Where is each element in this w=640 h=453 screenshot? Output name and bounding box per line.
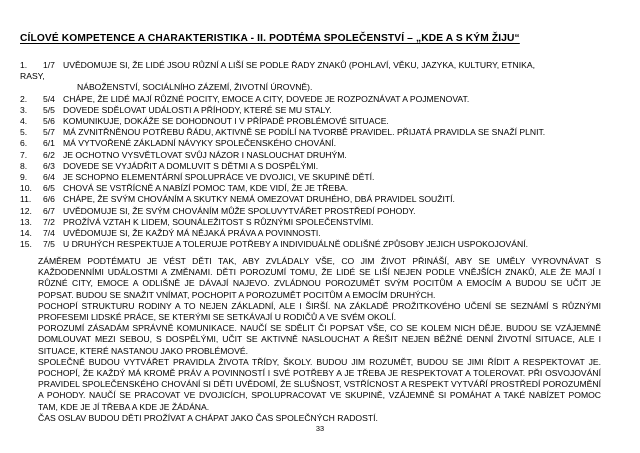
list-item-number: 1.: [20, 60, 28, 70]
page-number: 33: [315, 424, 325, 433]
list-item-code: 5/6: [43, 116, 55, 127]
list-item-text: DOVEDE SDĚLOVAT UDÁLOSTI A PŘÍHODY, KTERÉ SE MU STALY.: [63, 104, 332, 115]
list-item-number: 14.: [20, 228, 32, 239]
list-item-text: KOMUNIKUJE, DOKÁŽE SE DOHODNOUT I V PŘÍPADĚ PROBLÉMOVÉ SITUACE.: [63, 116, 389, 127]
body-paragraph: ČAS OSLAV BUDOU DĚTI PROŽÍVAT A CHÁPAT JAKO ČAS SPOLEČNÝCH RADOSTÍ.: [38, 412, 378, 423]
list-item: [20, 172, 605, 183]
list-item-code: 7/2: [43, 216, 55, 227]
list-item: [20, 60, 605, 94]
list-item: [20, 161, 605, 172]
list-item-continuation-indented: NÁBOŽENSTVÍ, SOCIÁLNÍHO ZÁZEMÍ, ŽIVOTNÍ ÚROVNĚ).: [77, 82, 313, 93]
list-item: [20, 239, 605, 250]
list-item-code: 5/5: [43, 104, 55, 115]
list-item-number: 10.: [20, 183, 32, 194]
list-item-code: 6/7: [43, 205, 55, 216]
list-item-text: JE OCHOTNO VYSVĚTLOVAT SVŮJ NÁZOR I NASLOUCHAT DRUHÝM.: [63, 149, 347, 160]
body-paragraph: POROZUMÍ ZÁSADÁM SPRÁVNĚ KOMUNIKACE. NAUČÍ SE SDĚLIT ČI POPSAT VŠE, CO SE KOLEM NICH DĚJE. BUDOU SE VZÁJEMNĚ DOMLOUVAT MEZI SEBOU, S DOSPĚLÝMI, UČIT SE AKTIVNĚ NASLOUCHAT A ŘEŠIT NEJEN BĚŽNÉ DENNÍ ŽIVOTNÍ SITUACE, ALE I SITUACE, KTERÉ NASTANOU JAKO PROBLÉMOVÉ.: [38, 323, 601, 356]
list-item: [20, 138, 605, 149]
body-text: [38, 256, 601, 424]
list-item-text: PROŽÍVÁ VZTAH K LIDEM, SOUNÁLEŽITOST S RŮZNÝMI SPOLEČENSTVÍMI.: [63, 216, 374, 227]
list-item: [20, 228, 605, 239]
list-item-number: 8.: [20, 160, 28, 171]
list-item-number: 2.: [20, 93, 28, 104]
body-paragraph: ZÁMĚREM PODTÉMATU JE VÉST DĚTI TAK, ABY ZVLÁDALY VŠE, CO JIM ŽIVOT PŘINÁŠÍ, ABY SE UMĚLY VYROVNÁVAT S KAŽDODENNÍMI UDÁLOSTMI A ZMĚNAMI. DĚTI POROZUMÍ TOMU, ŽE LIDÉ SE LIŠÍ NEJEN PODLE VNĚJŠÍCH ZNAKŮ, ALE ŽE MAJÍ I RŮZNÉ CITY, EMOCE A ODLIŠNĚ JE DÁVAJÍ NAJEVO. ZVLÁDNOU POROZUMĚT SVÝM POCITŮM A EMOCÍM A BUDOU SE UČIT JE POPSAT. BUDOU SE SNAŽIT VNÍMAT, POCHOPIT A POROZUMĚT POCITŮM A EMOCÍM DRUHÝCH.: [38, 256, 601, 300]
list-item-text: MÁ ZVNITŘNĚNOU POTŘEBU ŘÁDU, AKTIVNĚ SE PODÍLÍ NA TVORBĚ PRAVIDEL. PŘIJATÁ PRAVIDLA SE SNAŽÍ PLNIT.: [63, 127, 546, 138]
list-item: [20, 94, 605, 105]
list-item-number: 4.: [20, 116, 28, 127]
list-item: [20, 183, 605, 194]
list-item: [20, 206, 605, 217]
list-item-number: 13.: [20, 216, 32, 227]
list-item-continuation: RASY,: [20, 71, 45, 82]
list-item-text: U DRUHÝCH RESPEKTUJE A TOLERUJE POTŘEBY A INDIVIDUÁLNĚ ODLIŠNÉ ZPŮSOBY JEJICH USPOKOJOVÁNÍ.: [63, 239, 528, 250]
list-item-number: 11.: [20, 194, 32, 205]
list-item-number: 12.: [20, 205, 32, 216]
list-item-code: 6/1: [43, 138, 55, 149]
list-item-code: 6/6: [43, 194, 55, 205]
list-item: [20, 194, 605, 205]
list-item-text: UVĚDOMUJE SI, ŽE LIDÉ JSOU RŮZNÍ A LIŠÍ SE PODLE ŘADY ZNAKŮ (POHLAVÍ, VĚKU, JAZYKA, KULTURY, ETNIKA,: [63, 60, 535, 70]
list-item: [20, 127, 605, 138]
list-item: [20, 116, 605, 127]
list-item: [20, 105, 605, 116]
list-item-text: DOVEDE SE VYJÁDŘIT A DOMLUVIT S DĚTMI A S DOSPĚLÝMI.: [63, 160, 319, 171]
list-item-text: UVĚDOMUJE SI, ŽE SVÝM CHOVÁNÍM MŮŽE SPOLUVYTVÁŘET PROSTŘEDÍ POHODY.: [63, 205, 416, 216]
list-item-code: 7/4: [43, 228, 55, 239]
list-item-number: 6.: [20, 138, 28, 149]
list-item-code: 6/3: [43, 160, 55, 171]
list-item-number: 15.: [20, 239, 32, 250]
list-item-code: 5/7: [43, 127, 55, 138]
list-item-number: 9.: [20, 172, 28, 183]
page-title: CÍLOVÉ KOMPETENCE A CHARAKTERISTIKA - II. PODTÉMA SPOLEČENSTVÍ – „KDE A S KÝM ŽIJU“: [20, 32, 520, 44]
list-item-code: 6/5: [43, 183, 55, 194]
body-paragraph: POCHOPÍ STRUKTURU RODINY A TO NEJEN ZÁKLADNÍ, ALE I ŠIRŠÍ. NA ZÁKLADĚ PROŽITKOVÉHO UČENÍ SE SEZNÁMÍ S RŮZNÝMI PROFESEMI LIDSKÉ PRÁCE, SE KTERÝMI SE SETKÁVAJÍ U RODIČŮ A VE SVÉM OKOLÍ.: [38, 300, 601, 323]
list-item-code: 5/4: [43, 93, 55, 104]
list-item-number: 3.: [20, 104, 28, 115]
list-item-code: 7/5: [43, 239, 55, 250]
list-item-text: UVĚDOMUJE SI, ŽE KAŽDÝ MÁ NĚJAKÁ PRÁVA A POVINNOSTI.: [63, 228, 321, 239]
list-item: [20, 150, 605, 161]
list-item: [20, 217, 605, 228]
list-item-text: JE SCHOPNO ELEMENTÁRNÍ SPOLUPRÁCE VE DVOJICI, VE SKUPINĚ DĚTÍ.: [63, 172, 375, 183]
list-item-code: 6/4: [43, 172, 55, 183]
list-item-text: MÁ VYTVOŘENÉ ZÁKLADNÍ NÁVYKY SPOLEČENSKÉHO CHOVÁNÍ.: [63, 138, 337, 149]
competency-list: [20, 60, 605, 250]
body-paragraph: SPOLEČNĚ BUDOU VYTVÁŘET PRAVIDLA ŽIVOTA TŘÍDY, ŠKOLY. BUDOU JIM ROZUMĚT, BUDOU SE JIMI ŘÍDIT A RESPEKTOVAT JE. POCHOPÍ, ŽE KAŽDÝ MÁ KROMĚ PRÁV A POVINNOSTÍ I SVÉ POTŘEBY A JE TŘEBA JE RESPEKTOVAT A TOLEROVAT. PŘI OSVOJOVÁNÍ PRAVIDEL SPOLEČENSKÉHO CHOVÁNÍ SI DĚTI UVĚDOMÍ, ŽE SLUŠNOST, VSTŘÍCNOST A RESPEKT VYTVÁŘÍ PROSTŘEDÍ POROZUMĚNÍ A POHODY. NAUČÍ SE PRACOVAT VE DVOJICÍCH, SPOLUPRACOVAT VE SKUPINĚ, VZÁJEMNĚ SI POMÁHAT A TAKÉ NABÍZET POMOC TAM, KDE JE JÍ TŘEBA A KDE JE ŽÁDÁNA.: [38, 356, 601, 412]
list-item-code: 1/7: [43, 60, 55, 70]
list-item-text: CHOVÁ SE VSTŘÍCNĚ A NABÍZÍ POMOC TAM, KDE VIDÍ, ŽE JE TŘEBA.: [63, 183, 349, 194]
list-item-text: CHÁPE, ŽE SVÝM CHOVÁNÍM A SKUTKY NEMÁ OMEZOVAT DRUHÉHO, DBÁ PRAVIDEL SOUŽITÍ.: [63, 194, 455, 205]
list-item-number: 7.: [20, 149, 28, 160]
list-item-number: 5.: [20, 127, 28, 138]
list-item-code: 6/2: [43, 149, 55, 160]
list-item-text: CHÁPE, ŽE LIDÉ MAJÍ RŮZNÉ POCITY, EMOCE A CITY, DOVEDE JE ROZPOZNÁVAT A POJMENOVAT.: [63, 93, 470, 104]
